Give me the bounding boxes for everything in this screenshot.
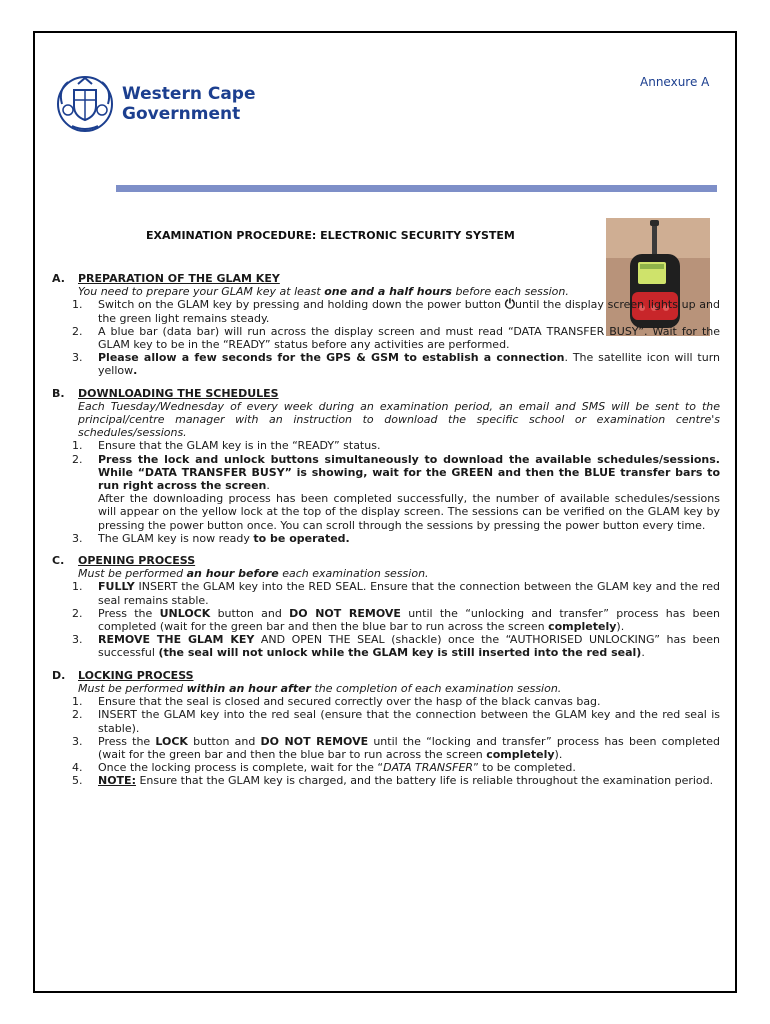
item-emphasis: DATA TRANSFER [383,761,474,775]
item-emphasis: Please allow a few seconds for the GPS & GSM to establish a connection [98,351,565,365]
section-heading [52,669,720,682]
item-text: ). [616,620,625,634]
coat-of-arms-icon [54,74,116,134]
item-number: 3. [72,351,83,365]
item-text: Once the locking process is complete, wait for the “ [98,761,384,775]
intro-text: before each session. [451,285,569,299]
item-emphasis: to be operated. [253,531,350,545]
item-emphasis: REMOVE THE GLAM KEY [98,633,255,647]
section-locking [52,669,720,788]
opening-steps [52,580,720,659]
item-number: 1. [72,298,83,312]
power-icon: ⏻ [504,297,516,313]
item-text: ). [554,747,563,761]
intro-emphasis: an hour before [186,567,279,581]
intro-text: Must be performed [78,567,187,581]
item-number: 1. [72,439,83,453]
logo-line-2: Government [122,104,241,124]
western-cape-government-logo [54,74,274,134]
item-number: 3. [72,734,83,748]
document-title: EXAMINATION PROCEDURE: ELECTRONIC SECURITY SYSTEM [146,229,515,242]
list-item [52,761,720,774]
item-text: button and [187,734,261,748]
intro-text: each examination session. [278,567,429,581]
item-number: 2. [72,606,83,620]
logo-line-1: Western Cape [122,84,256,104]
section-intro [52,285,720,298]
list-item [52,453,720,532]
section-title: LOCKING PROCESS [78,668,194,682]
item-emphasis: UNLOCK [159,606,211,620]
item-text: Ensure that the GLAM key is in the “READY” status. [98,439,381,453]
item-text: until the “locking and transfer” process has been completed (wait for the green bar and then the blue bar to run across the screen [98,734,721,761]
list-item [52,351,720,377]
section-letter: C. [52,554,65,568]
item-emphasis: . [133,364,138,378]
intro-text: Must be performed [78,681,187,695]
item-number: 2. [72,324,83,338]
item-text: Press the [98,606,160,620]
item-number: 2. [72,708,83,722]
section-letter: D. [52,668,66,682]
list-item [52,607,720,633]
item-text: Ensure that the GLAM key is charged, and the battery life is reliable throughout the examination period. [135,774,714,788]
list-item [52,695,720,708]
item-emphasis: completely [486,747,555,761]
item-emphasis: completely [548,620,617,634]
preparation-steps [52,298,720,377]
item-text: . [641,646,645,660]
section-heading [52,272,720,285]
intro-text: the completion of each examination session. [310,681,562,695]
section-title: DOWNLOADING THE SCHEDULES [78,386,279,400]
item-emphasis: DO NOT REMOVE [289,606,401,620]
list-item [52,439,720,452]
section-title: PREPARATION OF THE GLAM KEY [78,272,280,285]
item-text: INSERT the GLAM key into the RED SEAL. Ensure that the connection between the GLAM key and the red seal remains stable. [98,580,720,607]
item-text: until the display screen lights up and the green light remains steady. [98,298,720,325]
section-letter: B. [52,386,65,400]
note-label: NOTE: [98,774,136,788]
section-intro: Each Tuesday/Wednesday of every week during an examination period, an email and SMS will be sent to the principal/centre manager with an instruction to download the specific school or examination centre's schedules/sessions. [78,399,720,440]
list-item [52,633,720,659]
item-emphasis: LOCK [155,734,188,748]
annexure-label: Annexure A [640,75,710,89]
item-emphasis: FULLY [98,580,135,594]
intro-text: You need to prepare your GLAM key at least [78,285,325,299]
item-text: Ensure that the seal is closed and secured correctly over the hasp of the black canvas bag. [98,695,601,709]
item-number: 3. [72,531,83,545]
list-item [52,580,720,606]
item-emphasis: (the seal will not unlock while the GLAM key is still inserted into the red seal) [158,646,642,660]
item-text: button and [210,606,290,620]
item-text: ” to be completed. [473,761,576,775]
item-paragraph: After the downloading process has been completed successfully, the number of available schedules/sessions will appear on the yellow lock at the top of the display screen. The sessions can be verified on the GLAM key by pressing the power button once. You can scroll through the sessions by pressing the power button every time. [98,492,720,532]
section-downloading [52,387,720,545]
item-number: 4. [72,761,83,775]
item-text: The GLAM key is now ready [98,531,254,545]
item-emphasis: DO NOT REMOVE [260,734,369,748]
item-number: 2. [72,452,83,466]
intro-emphasis: one and a half hours [324,285,452,299]
list-item [52,708,720,734]
list-item [52,325,720,351]
section-opening [52,554,720,660]
item-number: 1. [72,580,83,594]
item-text: AND OPEN THE SEAL (shackle) once the “AUTHORISED UNLOCKING” has been successful [98,633,720,660]
list-item [52,774,720,787]
intro-emphasis: within an hour after [186,681,311,695]
item-text: . [266,479,270,493]
item-emphasis: Press the lock and unlock buttons simultaneously to download the available schedules/sessions. While “DATA TRANSFER BUSY” is showing, wait for the GREEN and then the BLUE transfer bars to run right across the screen [98,452,720,493]
list-item [52,532,720,545]
item-number: 5. [72,774,83,788]
item-number: 1. [72,695,83,709]
section-intro [52,567,720,580]
logo-text [122,84,256,124]
section-letter: A. [52,272,65,285]
section-preparation [52,272,720,378]
item-text: Switch on the GLAM key by pressing and holding down the power button [98,298,505,312]
section-intro [52,682,720,695]
locking-steps [52,695,720,787]
section-heading [52,387,720,400]
downloading-steps [52,439,720,545]
header-divider-bar [116,185,717,192]
document-body [52,272,720,797]
list-item [52,298,720,324]
item-text: INSERT the GLAM key into the red seal (ensure that the connection between the GLAM key and the red seal is stable). [98,708,720,735]
item-text: A blue bar (data bar) will run across the display screen and must read “DATA TRANSFER BUSY”. Wait for the GLAM key to be in the “READY” status before any activities are performed. [98,324,720,352]
item-text: . The satellite icon will turn yellow [98,351,721,378]
list-item [52,735,720,761]
section-heading [52,554,720,567]
item-text: until the “unlocking and transfer” process has been completed (wait for the green bar and then the blue bar to run across the screen [98,606,720,634]
section-title: OPENING PROCESS [78,554,196,568]
item-number: 3. [72,633,83,647]
item-text: Press the [98,734,156,748]
